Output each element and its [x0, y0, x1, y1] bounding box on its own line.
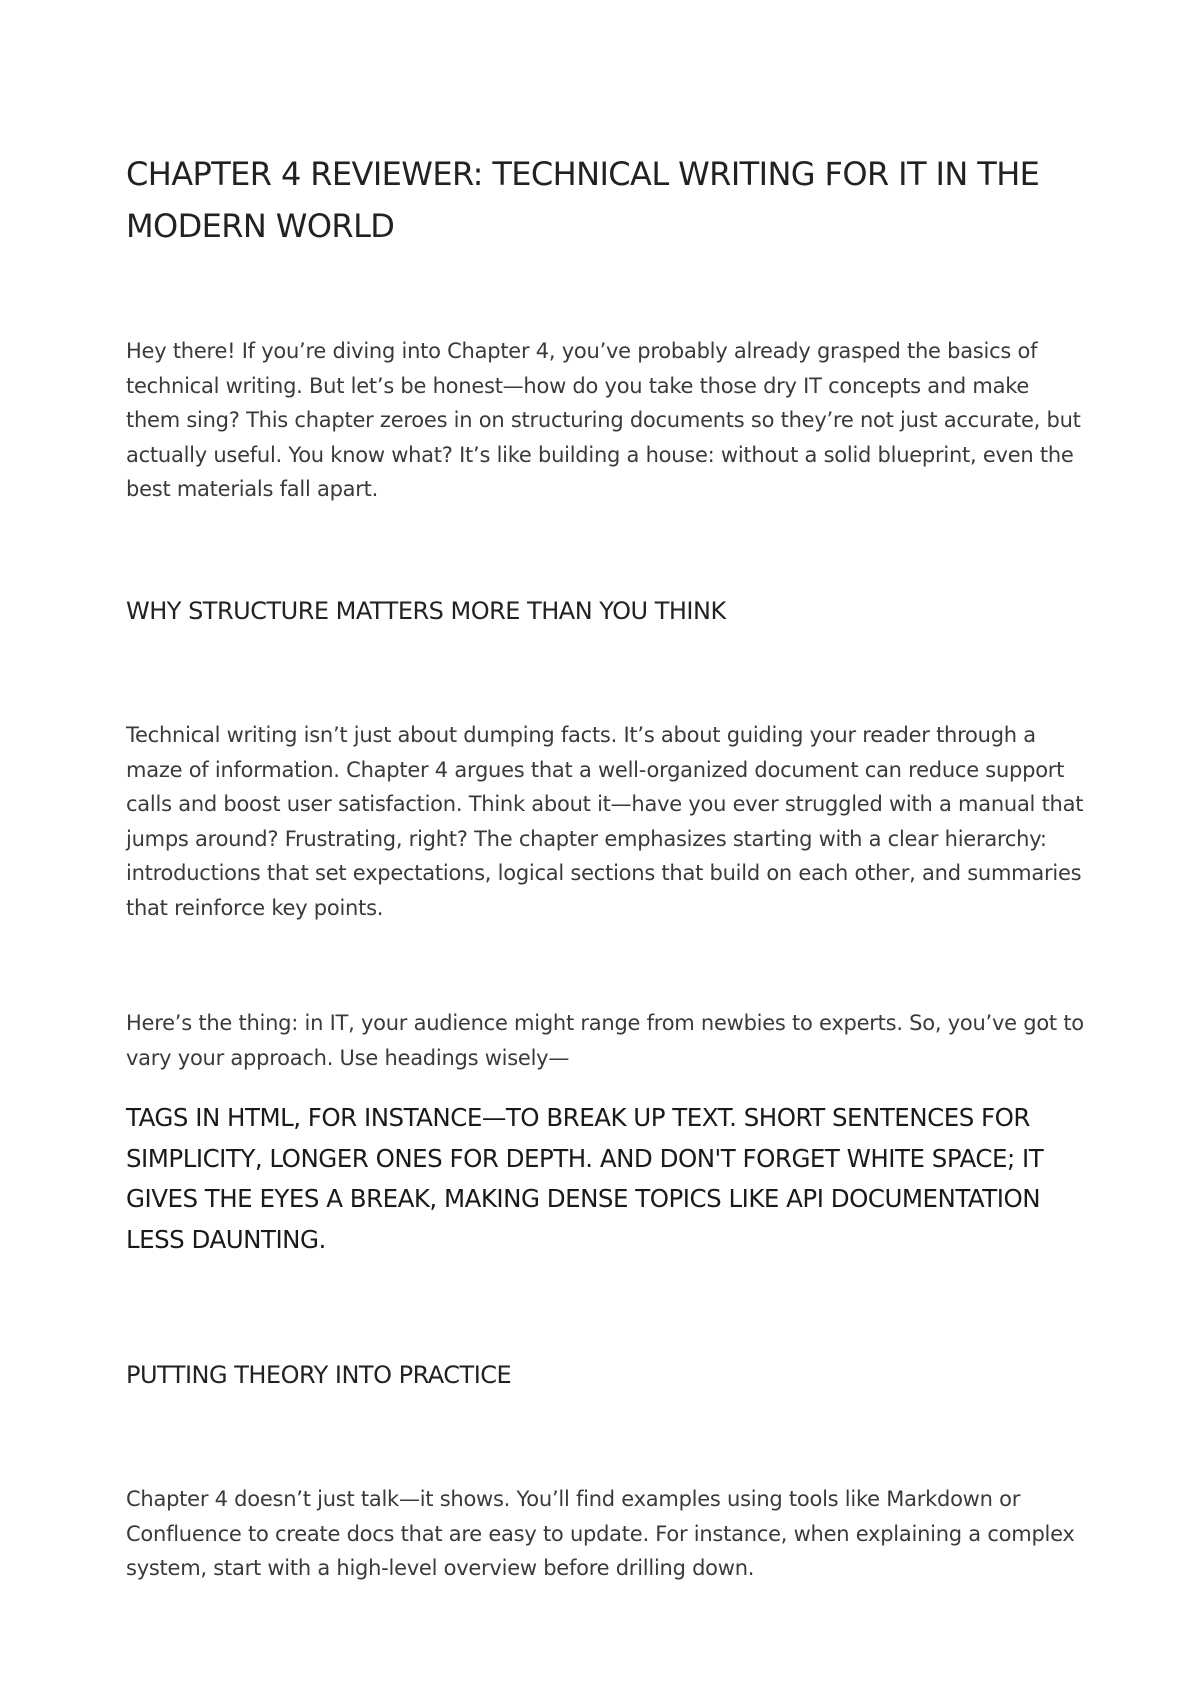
- section-heading-structure: WHY STRUCTURE MATTERS MORE THAN YOU THINK: [126, 597, 726, 625]
- structure-emphasis-block: TAGS IN HTML, FOR INSTANCE—TO BREAK UP TEXT. SHORT SENTENCES FOR SIMPLICITY, LONGER ONES FOR DEPTH. AND DON'T FORGET WHITE SPACE; IT GIVES THE EYES A BREAK, MAKING DENSE TOPICS LIKE API DOCUMENTATION LESS DAUNTING.: [126, 1103, 1044, 1254]
- practice-paragraph-1: Chapter 4 doesn’t just talk—it shows. You’ll find examples using tools like Markdown or Confluence to create docs that are easy to update. For instance, when explaining a complex system, start with a high-level overview before drilling down.: [126, 1487, 1075, 1580]
- section-heading-practice: PUTTING THEORY INTO PRACTICE: [126, 1361, 512, 1389]
- intro-paragraph: Hey there! If you’re diving into Chapter 4, you’ve probably already grasped the basics of technical writing. But let’s be honest—how do you take those dry IT concepts and make them sing? This chapter zeroes in on structuring documents so they’re not just accurate, but actually useful. You know what? It’s like building a house: without a solid blueprint, even the best materials fall apart.: [126, 339, 1081, 501]
- document-title: CHAPTER 4 REVIEWER: TECHNICAL WRITING FOR IT IN THE MODERN WORLD: [126, 155, 1040, 245]
- structure-paragraph-1: Technical writing isn’t just about dumping facts. It’s about guiding your reader through a maze of information. Chapter 4 argues that a well-organized document can reduce support calls and boost user satisfaction. Think about it—have you ever struggled with a manual that jumps around? Frustrating, right? The chapter emphasizes starting with a clear hierarchy: introductions that set expectations, logical sections that build on each other, and summaries that reinforce key points.: [126, 723, 1084, 920]
- structure-paragraph-2: Here’s the thing: in IT, your audience might range from newbies to experts. So, you’ve got to vary your approach. Use headings wisely—: [126, 1011, 1084, 1070]
